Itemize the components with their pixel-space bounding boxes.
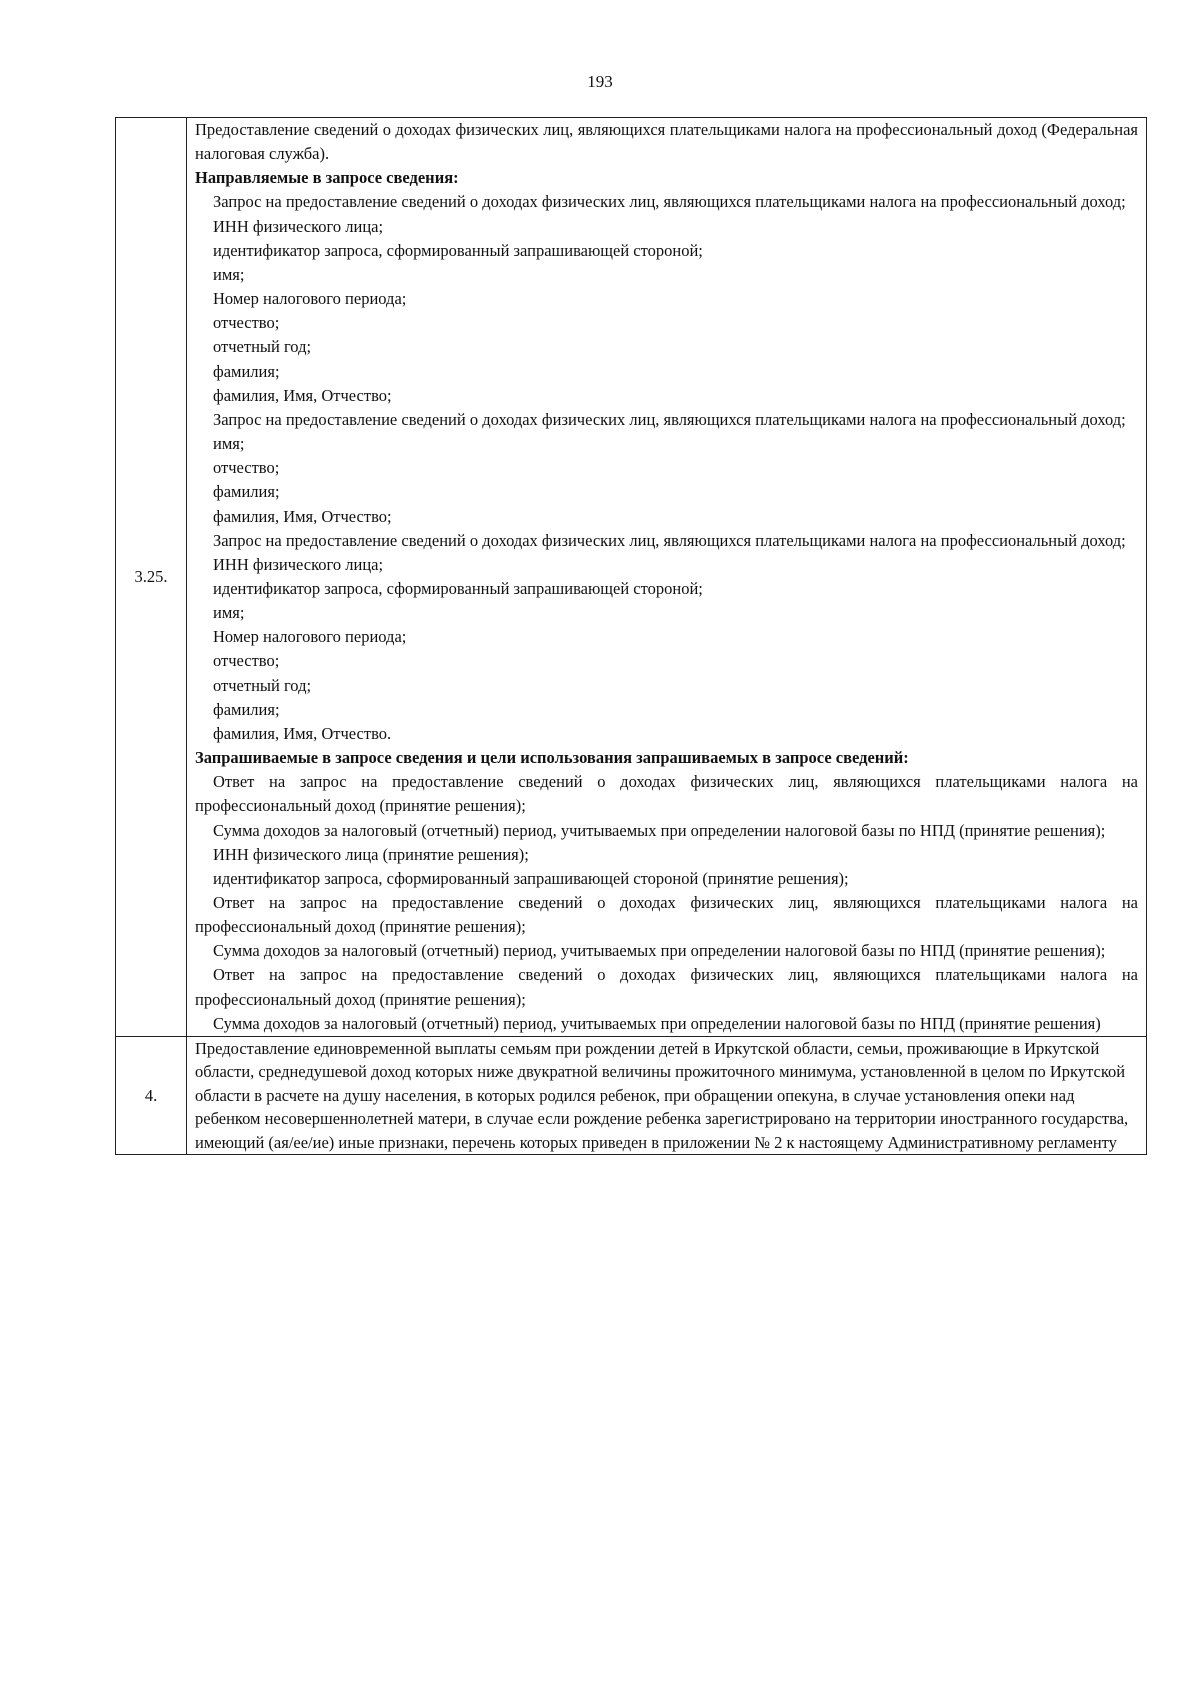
list-item: имя; (213, 264, 245, 284)
sent-info-heading: Направляемые в запросе сведения: (195, 168, 459, 188)
list-item: отчетный год; (213, 675, 312, 695)
table-row-4 (116, 1036, 1147, 1155)
table-row-3-25 (116, 118, 1147, 1037)
page-number: 193 (587, 72, 613, 91)
list-item: Номер налогового периода; (213, 289, 407, 309)
requested-info-list (195, 770, 1138, 1036)
list-item: ИНН физического лица; (213, 216, 384, 236)
list-item: идентификатор запроса, сформированный запрашивающей стороной; (213, 578, 703, 598)
row-content-cell (187, 1036, 1147, 1155)
list-item: имя; (213, 434, 245, 454)
list-item: фамилия, Имя, Отчество; (213, 385, 392, 405)
list-item: Сумма доходов за налоговый (отчетный) период, учитываемых при определении налоговой базы по НПД (принятие решения); (213, 820, 1106, 840)
list-item: ИНН физического лица; (213, 554, 384, 574)
list-item: Запрос на предоставление сведений о доходах физических лиц, являющихся плательщиками налога на профессиональный доход; (213, 192, 1126, 212)
list-item: фамилия; (213, 699, 280, 719)
list-item: фамилия; (213, 482, 280, 502)
list-item: фамилия, Имя, Отчество. (213, 723, 392, 743)
list-item: Запрос на предоставление сведений о доходах физических лиц, являющихся плательщиками налога на профессиональный доход; (213, 409, 1126, 429)
list-item: фамилия; (213, 361, 280, 381)
service-description: Предоставление единовременной выплаты семьям при рождении детей в Иркутской области, семьи, проживающие в Иркутской области, среднедушевой доход которых ниже двукратной величины прожиточного минимума, установленной в целом по Иркутской области в расчете на душу населения, в которых родился ребенок, при обращении опекуна, в случае установления опеки над ребенком несовершеннолетней матери, в случае если рождение ребенка зарегистрировано на территории иностранного государства, имеющий (ая/ее/ие) иные признаки, перечень которых приведен в приложении № 2 к настоящему Административному регламенту (195, 1038, 1129, 1152)
list-item: Ответ на запрос на предоставление сведений о доходах физических лиц, являющихся плательщиками налога на профессиональный доход (принятие решения); (195, 772, 1138, 816)
list-item: фамилия, Имя, Отчество; (213, 506, 392, 526)
row-number-cell: 3.25. (116, 118, 187, 1037)
list-item: Запрос на предоставление сведений о доходах физических лиц, являющихся плательщиками налога на профессиональный доход; (213, 530, 1126, 550)
list-item: идентификатор запроса, сформированный запрашивающей стороной (принятие решения); (213, 868, 849, 888)
list-item: имя; (213, 603, 245, 623)
service-title: Предоставление сведений о доходах физических лиц, являющихся плательщиками налога на профессиональный доход (Федеральная налоговая служба). (195, 120, 1138, 164)
list-item: ИНН физического лица (принятие решения); (213, 844, 529, 864)
sent-info-list (195, 190, 1138, 746)
row-content-cell (187, 118, 1147, 1037)
list-item: отчество; (213, 313, 280, 333)
list-item: Ответ на запрос на предоставление сведений о доходах физических лиц, являющихся плательщиками налога на профессиональный доход (принятие решения); (195, 965, 1138, 1009)
list-item: идентификатор запроса, сформированный запрашивающей стороной; (213, 240, 703, 260)
list-item: Номер налогового периода; (213, 627, 407, 647)
services-table (115, 117, 1147, 1155)
list-item: Сумма доходов за налоговый (отчетный) период, учитываемых при определении налоговой базы по НПД (принятие решения) (213, 1013, 1101, 1033)
list-item: отчетный год; (213, 337, 312, 357)
requested-info-heading: Запрашиваемые в запросе сведения и цели использования запрашиваемых в запросе сведений: (195, 748, 909, 768)
list-item: отчество; (213, 458, 280, 478)
list-item: Ответ на запрос на предоставление сведений о доходах физических лиц, являющихся плательщиками налога на профессиональный доход (принятие решения); (195, 893, 1138, 937)
list-item: Сумма доходов за налоговый (отчетный) период, учитываемых при определении налоговой базы по НПД (принятие решения); (213, 941, 1106, 961)
list-item: отчество; (213, 651, 280, 671)
row-number-cell: 4. (116, 1036, 187, 1155)
